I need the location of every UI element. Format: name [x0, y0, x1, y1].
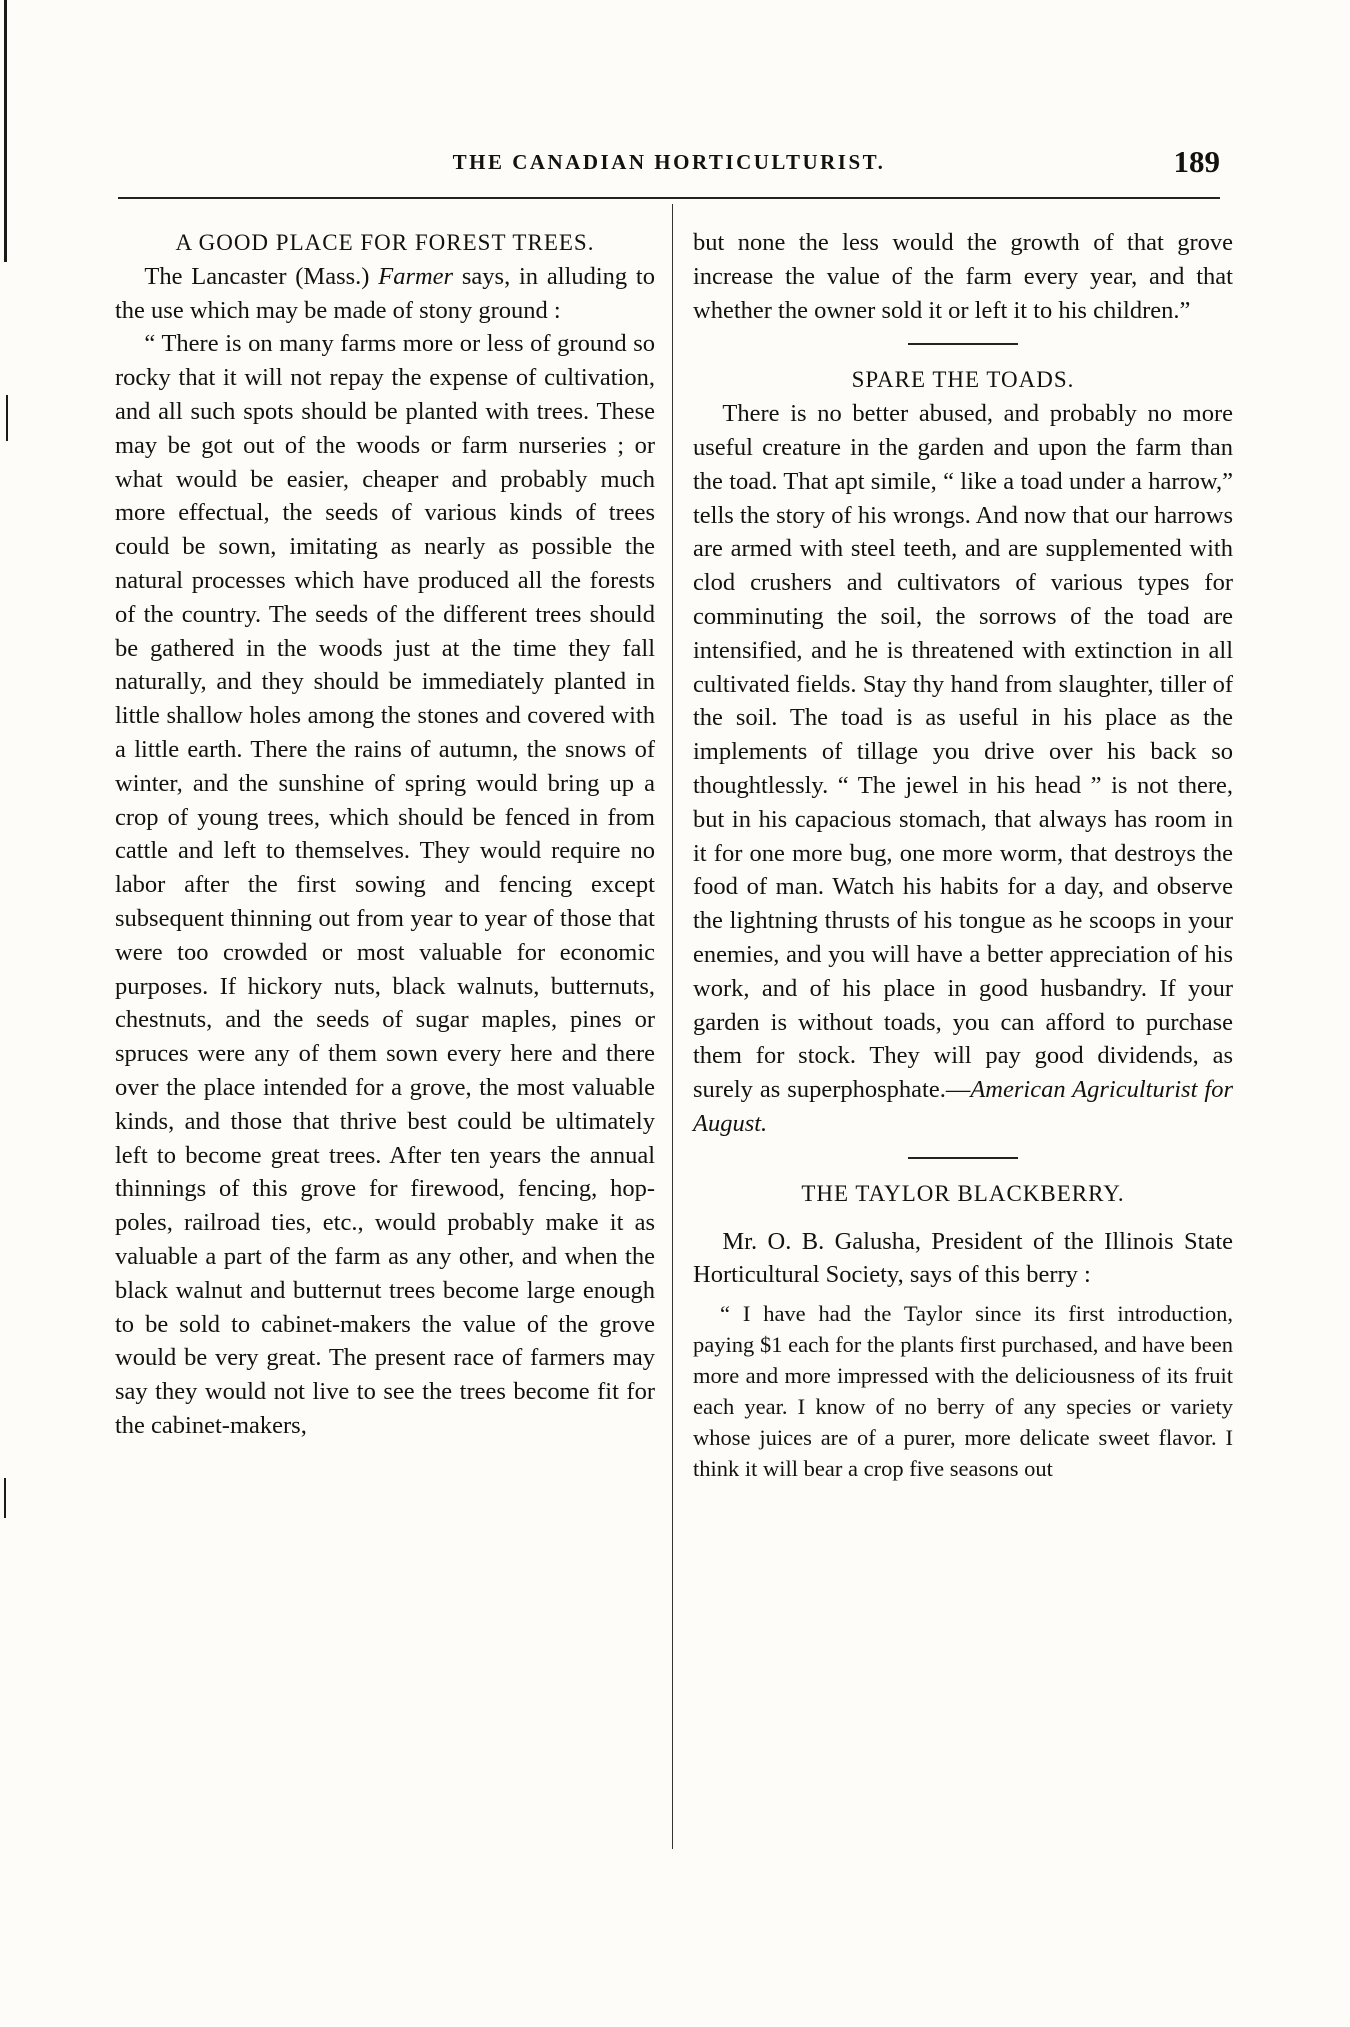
- article-intro: [115, 260, 655, 328]
- article-title-toads: SPARE THE TOADS.: [851, 367, 1075, 393]
- article-taylor-intro: Mr. O. B. Galusha, President of the Illinois State Horticultural Society, says of this berry :: [693, 1227, 1233, 1289]
- right-column: [693, 226, 1233, 1484]
- section-separator: [908, 1157, 1018, 1159]
- article-title-forest-trees: A GOOD PLACE FOR FOREST TREES.: [175, 230, 595, 255]
- header-rule: [118, 197, 1220, 199]
- intro-text-after: says, in alluding to the use which may be made of stony ground :: [115, 262, 655, 324]
- article-quote: “ There is on many farms more or less of ground so rocky that it will not repay the expense of cultivation, and all such spots should be planted with trees. These may be got out of the woods or farm nurseries ; or what would be easier, cheaper and probably much more effectual, the seeds of various kinds of trees could be sown, imitating as nearly as possible the natural processes which have produced all the forests of the country. The seeds of the different trees should be gathered in the woods just at the time they fall naturally, and they should be immediately planted in little shallow holes among the stones and covered with a little earth. There the rains of autumn, the snows of winter, and the sunshine of spring would bring up a crop of young trees, which should be fenced in from cattle and left to themselves. They would require no labor after the first sowing and fencing except subsequent thinning out from year to year of those that were too crowded or most valuable for economic purposes. If hickory nuts, black walnuts, butternuts, chestnuts, and the seeds of sugar maples, pines or spruces were any of them sown every here and there over the place intended for a grove, the most valuable kinds, and those that thrive best could be ultimately left to become great trees. After ten years the annual thinnings of this grove for firewood, fencing, hop-poles, railroad ties, etc., would probably make it as valuable a part of the farm as any other, and when the black walnut and butternut trees become large enough to be sold to cabinet-makers the value of the grove would be very great. The present race of farmers may say they would not live to see the trees become fit for the cabinet-makers,: [115, 330, 655, 1439]
- section-separator: [908, 343, 1018, 345]
- column-rule: [672, 204, 673, 1849]
- scan-edge-mark: [4, 0, 7, 262]
- toads-source: American Agriculturist for August.: [693, 1076, 1233, 1137]
- intro-text-before: The Lancaster (Mass.): [144, 262, 379, 290]
- toads-text: There is no better abused, and probably no more useful creature in the garden and upon the farm than the toad. That apt simile, “ like a toad under a harrow,” tells the story of his wrongs. And now that our harrows are armed with steel teeth, and are supplemented with clod crushers and cultivators of various types for comminuting the soil, the sorrows of the toad are intensified, and he is threatened with extinction in all cultivated fields. Stay thy hand from slaughter, tiller of the soil. The toad is as useful in his place as the implements of tillage you drive over his back so thoughtlessly. “ The jewel in his head ” is not there, but in his capacious stomach, that always has room in it for one more bug, one more worm, that destroys the food of man. Watch his habits for a day, and observe the lightning thrusts of his tongue as he scoops in your enemies, and you will have a better appreciation of his work, and of his place in good husbandry. If your garden is without toads, you can afford to purchase them for stock. They will pay good dividends, as surely as superphosphate.—: [693, 400, 1233, 1104]
- scan-edge-mark: [6, 395, 8, 441]
- taylor-quote-block: [693, 1298, 1233, 1484]
- running-head: THE CANADIAN HORTICULTURIST.: [452, 150, 886, 174]
- page-header: [118, 144, 1220, 194]
- page-number: 189: [1173, 144, 1220, 179]
- left-column: [115, 226, 655, 1443]
- article-toads-body: [693, 397, 1233, 1141]
- article-taylor-quote: “ I have had the Taylor since its first introduction, paying $1 each for the plants first purchased, and have been more and more impressed with the deliciousness of its fruit each year. I know of no berry of any species or variety whose juices are of a purer, more delicate sweet flavor. I think it will bear a crop five seasons out: [693, 1301, 1233, 1482]
- article-title-taylor: THE TAYLOR BLACKBERRY.: [801, 1180, 1125, 1206]
- source-name: Farmer: [378, 262, 454, 290]
- scan-edge-mark: [4, 1478, 6, 1518]
- article-continuation: but none the less would the growth of that grove increase the value of the farm every year, and that whether the owner sold it or left it to his children.”: [693, 229, 1233, 324]
